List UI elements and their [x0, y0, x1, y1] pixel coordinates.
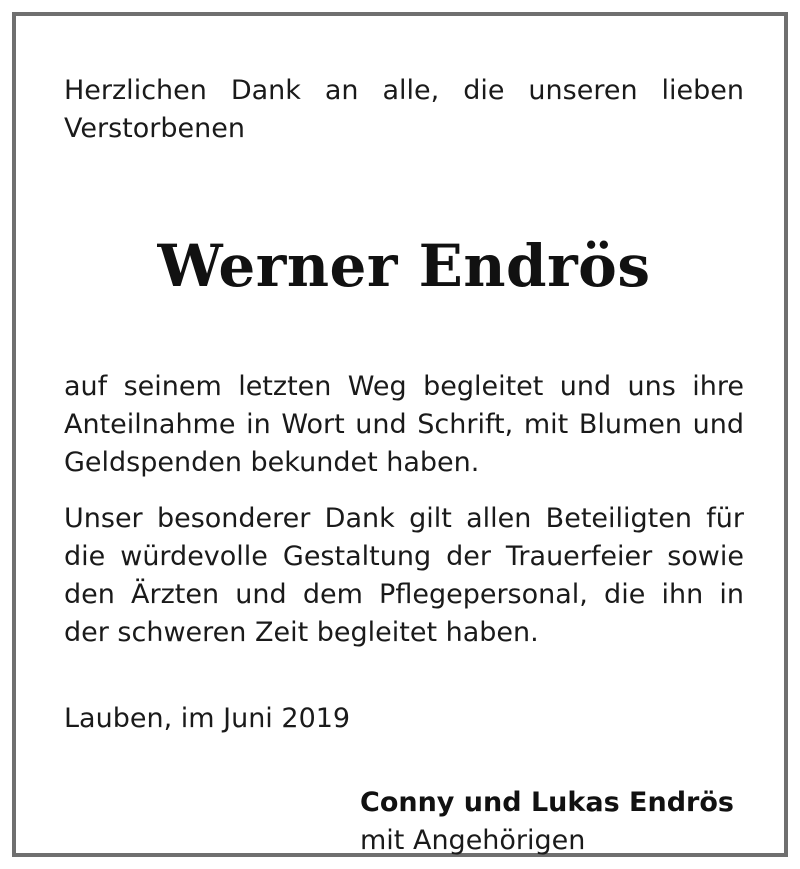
signature-relatives: mit Angehörigen: [360, 825, 586, 856]
place-date: Lauben, im Juni 2019: [64, 703, 351, 734]
notice-content: [64, 72, 744, 860]
thanks-paragraph: auf seinem letzten Weg begleitet und uns ihre Anteilnahme in Wort und Schrift, mit Blumen und Geldspenden bekundet haben.: [64, 371, 744, 478]
deceased-name: Werner Endrös: [157, 232, 651, 300]
special-thanks-paragraph: Unser besonderer Dank gilt allen Beteiligten für die würdevolle Gestaltung der Trauerfeier sowie den Ärzten und dem Pflegepersonal, die ihn in der schweren Zeit begleitet haben.: [64, 503, 744, 648]
obituary-notice-frame: [12, 12, 788, 857]
signature-names: Conny und Lukas Endrös: [360, 787, 734, 818]
intro-text: Herzlichen Dank an alle, die unseren lieben Verstorbenen: [64, 75, 744, 144]
signature-block: [360, 784, 744, 860]
